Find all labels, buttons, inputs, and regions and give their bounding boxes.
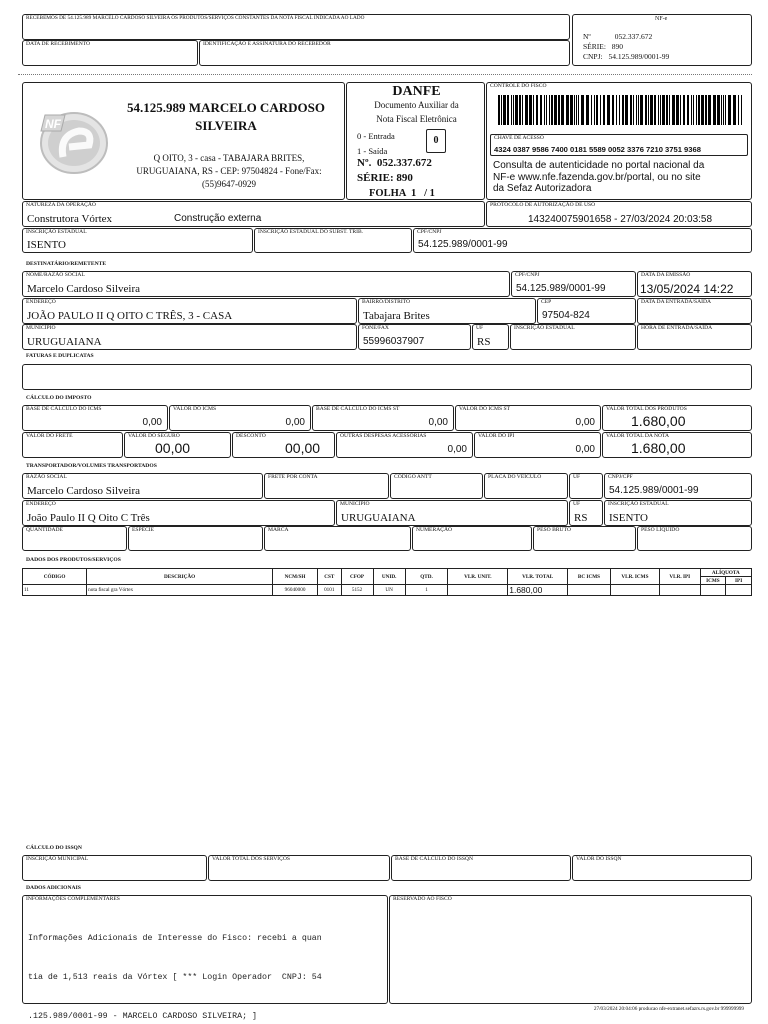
barcode-bar xyxy=(612,95,614,125)
consulta-text: Consulta de autenticidade no portal nacional da NF-e www.nfe.fazenda.gov.br/portal, ou no site da Sefaz Autorizadora xyxy=(493,160,705,194)
barcode-bar xyxy=(536,95,538,125)
natureza-extra: Construção externa xyxy=(174,213,262,224)
barcode xyxy=(498,95,742,125)
svg-text:NF: NF xyxy=(45,117,61,131)
dest-data-entrada-saida[interactable]: DATA DA ENTRADA/SAÍDA xyxy=(637,298,752,324)
col-cfop: CFOP xyxy=(341,569,373,585)
transp-uf: UF xyxy=(569,473,603,499)
barcode-bar xyxy=(596,95,598,125)
barcode-bar xyxy=(683,95,685,125)
issqn-valor: VALOR DO ISSQN xyxy=(572,855,752,881)
sec-transportador: TRANSPORTADOR/VOLUMES TRANSPORTADOS xyxy=(26,463,157,469)
dest-uf-value: RS xyxy=(477,336,491,348)
transp-municipio: MUNICÍPIO URUGUAIANA xyxy=(336,500,568,526)
chave-acesso-box: CHAVE DE ACESSO 4324 0387 9586 7400 0181 5589 0052 3376 7210 3751 9368 xyxy=(490,134,748,156)
valor-icms-st: VALOR DO ICMS ST 0,00 xyxy=(455,405,601,431)
transp-numeracao: NUMERAÇÃO xyxy=(412,526,532,551)
barcode-bar xyxy=(619,95,620,125)
canhoto-recebemos-text: RECEBEMOS DE 54.125.989 MARCELO CARDOSO SILVEIRA OS PRODUTOS/SERVIÇOS CONSTANTES DA NOTA FISCAL INDICADA AO LADO xyxy=(26,15,365,21)
ie-value: ISENTO xyxy=(27,239,66,251)
barcode-bar xyxy=(650,95,653,125)
barcode-bar xyxy=(705,95,707,125)
barcode-bar xyxy=(570,95,573,125)
transp-ie: INSCRIÇÃO ESTADUAL ISENTO xyxy=(604,500,752,526)
barcode-bar xyxy=(693,95,694,125)
transp-antt: CÓDIGO ANTT xyxy=(390,473,483,499)
dest-cnpj[interactable]: CPF/CNPJ 54.125.989/0001-99 xyxy=(511,271,636,297)
desconto: DESCONTO 00,00 xyxy=(232,432,335,458)
barcode-bar xyxy=(636,95,637,125)
protocolo-autorizacao: PROTOCOLO DE AUTORIZAÇÃO DE USO 143240075901658 - 27/03/2024 20:03:58 xyxy=(486,201,752,227)
col-unid: UNID. xyxy=(373,569,405,585)
barcode-bar xyxy=(701,95,704,125)
col-vlr-ipi: VLR. IPI xyxy=(659,569,700,585)
ie-subst-trib[interactable]: INSCRIÇÃO ESTADUAL DO SUBST. TRIB. xyxy=(254,228,412,253)
issqn-inscricao-municipal: INSCRIÇÃO MUNICIPAL xyxy=(22,855,207,881)
danfe-saida: 1 - Saída xyxy=(357,146,388,156)
danfe-subtitle-1: Documento Auxiliar da xyxy=(374,100,459,110)
barcode-bar xyxy=(594,95,595,125)
barcode-bar xyxy=(574,95,575,125)
col-codigo: CÓDIGO xyxy=(23,569,87,585)
barcode-bar xyxy=(662,95,665,125)
controle-fisco-box: CONTROLE DO FISCO CHAVE DE ACESSO 4324 0387 9586 7400 0181 5589 0052 3376 7210 3751 9368 Consulta de autenticidade no portal nacional da NF-e www.nfe.fazenda.gov.br/portal, ou no site da Sefaz Autorizadora xyxy=(486,82,752,200)
canhoto-nfe-box xyxy=(572,14,752,66)
barcode-bar xyxy=(551,95,553,125)
issqn-base-calculo: BASE DE CÁLCULO DO ISSQN xyxy=(391,855,571,881)
natureza-value: Construtora Vórtex xyxy=(27,213,113,225)
barcode-bar xyxy=(696,95,697,125)
valor-total-produtos: VALOR TOTAL DOS PRODUTOS 1.680,00 xyxy=(602,405,752,431)
col-vlr-unit: VLR. UNIT. xyxy=(448,569,508,585)
emitente-box xyxy=(22,82,345,200)
dest-nome[interactable]: NOME/RAZÃO SOCIAL Marcelo Cardoso Silveira xyxy=(22,271,510,297)
barcode-bar xyxy=(625,95,628,125)
sec-issqn: CÁLCULO DO ISSQN xyxy=(26,845,82,851)
barcode-bar xyxy=(630,95,632,125)
barcode-bar xyxy=(513,95,514,125)
reservado-fisco: RESERVADO AO FISCO xyxy=(389,895,752,1004)
table-row[interactable]: 11 nota fiscal gra Vórtex 96040000 0101 5152 UN 1 1.680,00 xyxy=(23,585,752,596)
footer-text: 27/03/2024 20:04:06 producao nfe-extranet.sefazrs.rs.gov.br 999999999 xyxy=(593,1006,744,1012)
dest-municipio-value: URUGUAIANA xyxy=(27,336,102,348)
transp-marca: MARCA xyxy=(264,526,411,551)
valor-ipi: VALOR DO IPI 0,00 xyxy=(474,432,601,458)
barcode-bar xyxy=(522,95,523,125)
informacoes-complementares: INFORMAÇÕES COMPLEMENTARES Informações Adicionais de Interesse do Fisco: recebi a quan tia de 1,513 reais da Vórtex [ *** Login Operador CNPJ: 54 .125.989/0001-99 - MARCELO CARDOSO SILVEIRA; ] xyxy=(22,895,388,1004)
barcode-bar xyxy=(660,95,661,125)
barcode-bar xyxy=(680,95,681,125)
dest-fone[interactable]: FONE/FAX 55996037907 xyxy=(358,324,471,350)
dest-emissao-value: 13/05/2024 14:22 xyxy=(640,282,734,296)
canhoto-assinatura[interactable]: IDENTIFICAÇÃO E ASSINATURA DO RECEBEDOR xyxy=(199,40,570,66)
barcode-bar xyxy=(654,95,656,125)
transp-razao: RAZÃO SOCIAL Marcelo Cardoso Silveira xyxy=(22,473,263,499)
canhoto-numero-block: Nº 052.337.672 SÉRIE: 890 CNPJ: 54.125.989/0001-99 xyxy=(583,32,670,61)
barcode-bar xyxy=(554,95,557,125)
dest-cep-value: 97504-824 xyxy=(542,310,590,321)
danfe-folha: FOLHA 1 / 1 xyxy=(369,188,435,199)
transp-frete-conta: FRETE POR CONTA xyxy=(264,473,389,499)
barcode-bar xyxy=(603,95,605,125)
sec-destinatario: DESTINATÁRIO/REMETENTE xyxy=(26,261,107,267)
canhoto-nfe-label: NF-e xyxy=(655,16,668,22)
barcode-bar xyxy=(676,95,679,125)
danfe-box xyxy=(346,82,485,200)
transp-placa: PLACA DO VEÍCULO xyxy=(484,473,568,499)
barcode-bar xyxy=(581,95,584,125)
barcode-bar xyxy=(645,95,647,125)
barcode-bar xyxy=(708,95,711,125)
barcode-bar xyxy=(658,95,659,125)
barcode-bar xyxy=(638,95,639,125)
emitente-endereco: Q OITO, 3 - casa - TABAJARA BRITES, URUGUAIANA, RS - CEP: 97504824 - Fone/Fax: (55)9647-0929 xyxy=(136,153,322,189)
faturas-box xyxy=(22,364,752,390)
barcode-bar xyxy=(733,95,736,125)
dest-bairro-value: Tabajara Brites xyxy=(363,310,430,322)
barcode-bar xyxy=(723,95,724,125)
dest-fone-value: 55996037907 xyxy=(363,336,425,347)
dest-endereco-value: JOÃO PAULO II Q OITO C TRÊS, 3 - CASA xyxy=(27,310,233,322)
barcode-bar xyxy=(669,95,670,125)
dotted-divider xyxy=(18,74,752,75)
dest-hora-entrada-saida[interactable]: HORA DE ENTRADA/SAÍDA xyxy=(637,324,752,350)
barcode-bar xyxy=(672,95,675,125)
emitente-nome: 54.125.989 MARCELO CARDOSO SILVEIRA xyxy=(127,100,325,133)
danfe-title: DANFE xyxy=(392,84,441,99)
dest-ie[interactable]: INSCRIÇÃO ESTADUAL xyxy=(510,324,636,350)
canhoto-serie: 890 xyxy=(611,42,624,51)
valor-total-nota: VALOR TOTAL DA NOTA 1.680,00 xyxy=(602,432,752,458)
barcode-bar xyxy=(666,95,668,125)
barcode-bar xyxy=(511,95,512,125)
barcode-bar xyxy=(540,95,542,125)
dest-data-emissao[interactable]: DATA DA EMISSÃO 13/05/2024 14:22 xyxy=(637,271,752,297)
valor-icms: VALOR DO ICMS 0,00 xyxy=(169,405,311,431)
dest-cep[interactable]: CEP 97504-824 xyxy=(537,298,636,324)
dest-municipio[interactable]: MUNICÍPIO URUGUAIANA xyxy=(22,324,357,350)
dest-cnpj-value: 54.125.989/0001-99 xyxy=(516,283,606,294)
dest-bairro[interactable]: BAIRRO/DISTRITO Tabajara Brites xyxy=(358,298,536,324)
barcode-bar xyxy=(622,95,624,125)
barcode-bar xyxy=(691,95,692,125)
sec-produtos: DADOS DOS PRODUTOS/SERVIÇOS xyxy=(26,557,121,563)
danfe-serie: SÉRIE: 890 xyxy=(357,172,413,184)
barcode-bar xyxy=(728,95,731,125)
col-aliq-ipi: IPI xyxy=(726,577,752,585)
barcode-bar xyxy=(549,95,550,125)
protocolo-value: 143240075901658 - 27/03/2024 20:03:58 xyxy=(527,214,713,225)
transp-endereco: ENDEREÇO João Paulo II Q Oito C Três xyxy=(22,500,335,526)
products-header-row xyxy=(23,569,752,577)
bc-icms: BASE DE CÁLCULO DO ICMS 0,00 xyxy=(22,405,168,431)
barcode-bar xyxy=(533,95,534,125)
sec-imposto: CÁLCULO DO IMPOSTO xyxy=(26,395,92,401)
sec-dados-adicionais: DADOS ADICIONAIS xyxy=(26,885,81,891)
barcode-bar xyxy=(738,95,739,125)
barcode-bar xyxy=(546,95,547,125)
col-qtd: QTD. xyxy=(405,569,448,585)
canhoto-numero: 052.337.672 xyxy=(614,32,653,41)
emitente-cpf-cnpj[interactable]: CPF/CNPJ 54.125.989/0001-99 xyxy=(413,228,752,253)
barcode-bar xyxy=(607,95,610,125)
danfe-numero: Nº. 052.337.672 xyxy=(357,157,432,169)
barcode-bar xyxy=(498,95,500,125)
chave-acesso: 4324 0387 9586 7400 0181 5589 0052 3376 7210 3751 9368 xyxy=(494,145,701,154)
barcode-bar xyxy=(591,95,592,125)
transp-quantidade: QUANTIDADE xyxy=(22,526,127,551)
canhoto-data-recebimento[interactable]: DATA DE RECEBIMENTO xyxy=(22,40,198,66)
barcode-bar xyxy=(713,95,716,125)
barcode-bar xyxy=(717,95,720,125)
dest-nome-value: Marcelo Cardoso Silveira xyxy=(27,283,141,295)
barcode-bar xyxy=(687,95,689,125)
transp-cnpj: CNPJ/CPF 54.125.989/0001-99 xyxy=(604,473,752,499)
barcode-bar xyxy=(525,95,528,125)
barcode-bar xyxy=(725,95,726,125)
barcode-bar xyxy=(576,95,577,125)
barcode-bar xyxy=(648,95,649,125)
col-ncm: NCM/SH xyxy=(273,569,318,585)
col-descricao: DESCRIÇÃO xyxy=(87,569,273,585)
barcode-bar xyxy=(501,95,502,125)
col-aliq-icms: ICMS xyxy=(700,577,726,585)
inscricao-estadual[interactable]: INSCRIÇÃO ESTADUAL ISENTO xyxy=(22,228,253,253)
col-vlr-total: VLR. TOTAL xyxy=(508,569,568,585)
barcode-bar xyxy=(721,95,722,125)
col-vlr-icms: VLR. ICMS xyxy=(610,569,659,585)
danfe-subtitle-2: Nota Fiscal Eletrônica xyxy=(376,114,457,124)
dest-uf[interactable]: UF RS xyxy=(472,324,509,350)
barcode-bar xyxy=(544,95,545,125)
barcode-bar xyxy=(561,95,564,125)
valor-frete: VALOR DO FRETE xyxy=(22,432,123,458)
dest-endereco[interactable]: ENDEREÇO JOÃO PAULO II Q OITO C TRÊS, 3 - CASA xyxy=(22,298,357,324)
transp-uf2: UF RS xyxy=(569,500,603,526)
valor-seguro: VALOR DO SEGURO 00,00 xyxy=(124,432,231,458)
canhoto-cnpj: 54.125.989/0001-99 xyxy=(608,52,670,61)
danfe-entrada: 0 - Entrada xyxy=(357,131,395,141)
total-produtos-value: 1.680,00 xyxy=(631,413,686,429)
sec-faturas: FATURAS E DUPLICATAS xyxy=(26,353,94,359)
barcode-bar xyxy=(515,95,518,125)
barcode-bar xyxy=(578,95,579,125)
total-nota-value: 1.680,00 xyxy=(631,440,686,456)
transp-peso-bruto: PESO BRUTO xyxy=(533,526,636,551)
products-table xyxy=(22,568,752,596)
transp-peso-liquido: PESO LÍQUIDO xyxy=(637,526,752,551)
barcode-bar xyxy=(519,95,521,125)
col-bc-icms: BC ICMS xyxy=(568,569,611,585)
barcode-bar xyxy=(529,95,532,125)
outras-despesas: OUTRAS DESPESAS ACESSÓRIAS 0,00 xyxy=(336,432,473,458)
bc-icms-st: BASE DE CÁLCULO DO ICMS ST 0,00 xyxy=(312,405,454,431)
barcode-bar xyxy=(558,95,560,125)
barcode-bar xyxy=(600,95,601,125)
transp-especie: ESPÉCIE xyxy=(128,526,263,551)
barcode-bar xyxy=(698,95,700,125)
barcode-bar xyxy=(616,95,617,125)
col-aliquota: ALÍQUOTA xyxy=(700,569,751,577)
barcode-bar xyxy=(507,95,509,125)
issqn-valor-servicos: VALOR TOTAL DOS SERVIÇOS xyxy=(208,855,390,881)
barcode-bar xyxy=(741,95,742,125)
col-cst: CST xyxy=(318,569,342,585)
canhoto-recebemos xyxy=(22,14,570,40)
emitente-cnpj-value: 54.125.989/0001-99 xyxy=(418,239,508,250)
barcode-bar xyxy=(566,95,569,125)
nfe-logo xyxy=(33,101,111,179)
barcode-bar xyxy=(633,95,634,125)
barcode-bar xyxy=(586,95,589,125)
nfe-logo-icon xyxy=(33,101,111,179)
danfe-tipo-box: 0 xyxy=(426,129,446,153)
barcode-bar xyxy=(640,95,643,125)
info-text: Informações Adicionais de Interesse do Fisco: recebi a quan tia de 1,513 reais da Vórtex [ *** Login Operador CNPJ: 54 .125.989/0001-99 - MARCELO CARDOSO SILVEIRA; ] xyxy=(28,934,322,1021)
barcode-bar xyxy=(503,95,506,125)
natureza-operacao[interactable]: NATUREZA DA OPERAÇÃO Construtora Vórtex Construção externa xyxy=(22,201,485,227)
